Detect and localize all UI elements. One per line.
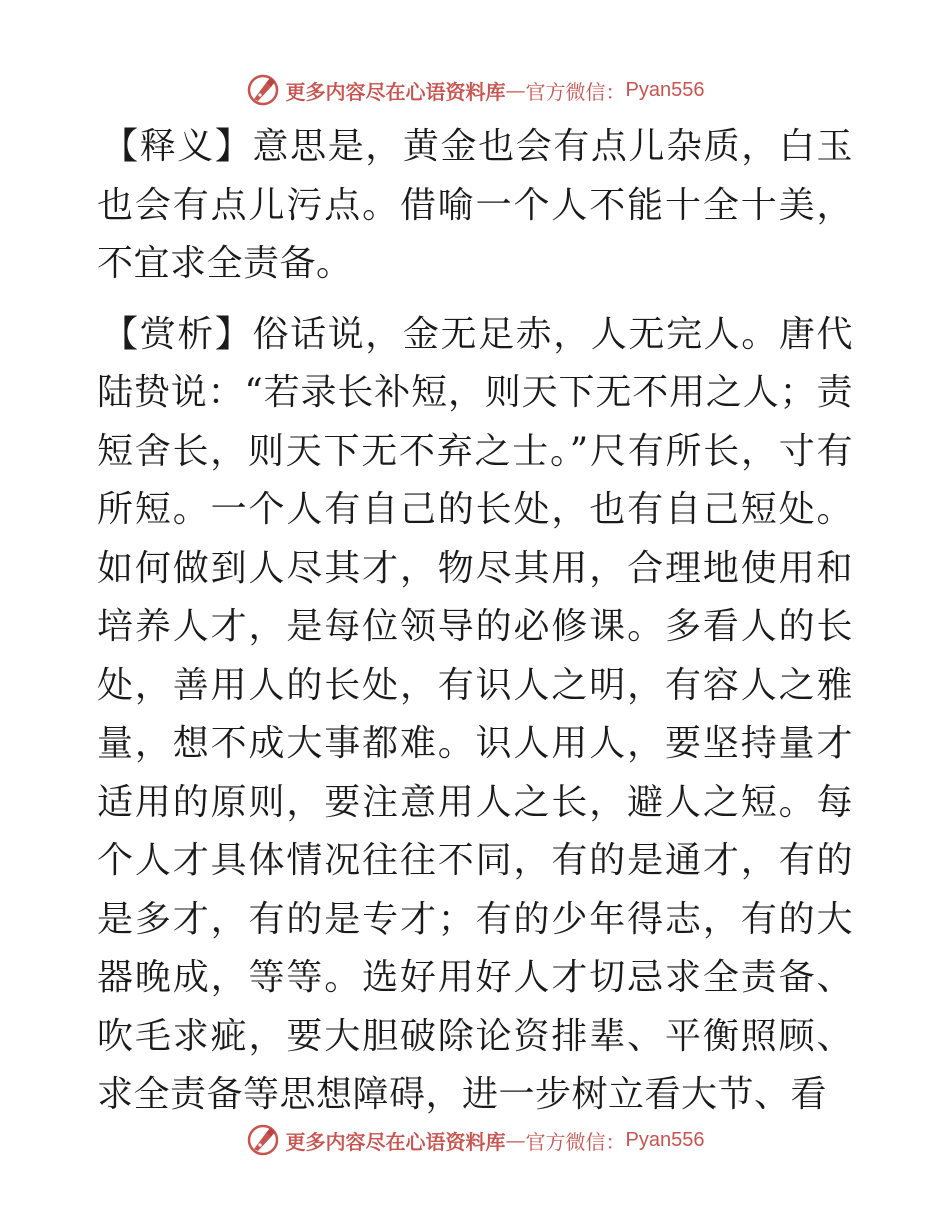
paragraph-appreciation (97, 306, 853, 1125)
pen-nib-logo-icon (246, 1123, 280, 1157)
banner-dash: — (505, 1128, 526, 1152)
banner-wechat-label: 官方微信： (525, 79, 626, 104)
banner-wechat-id: Pyan556 (625, 1128, 705, 1151)
banner-brand-text: 更多内容尽在心语资料库 (285, 79, 506, 104)
document-body (97, 118, 853, 1125)
paragraph-tag: 【释义】 (101, 126, 253, 167)
paragraph-explanation (97, 118, 853, 294)
footer-banner (0, 1120, 950, 1160)
banner-dash: — (505, 78, 526, 102)
header-banner (0, 70, 950, 110)
paragraph-tag: 【赏析】 (101, 313, 253, 355)
banner-wechat-id: Pyan556 (625, 78, 705, 101)
paragraph-text: 意思是，黄金也会有点儿杂质，白玉也会有点儿污点。借喻一个人不能十全十美，不宜求全责备。 (97, 126, 853, 284)
banner-wechat-label: 官方微信： (525, 1129, 626, 1154)
banner-brand-text: 更多内容尽在心语资料库 (285, 1129, 506, 1154)
paragraph-text: 俗话说，金无足赤，人无完人。唐代陆贽说：“若录长补短，则天下无不用之人；责短舍长，则天下无不弃之士。”尺有所长，寸有所短。一个人有自己的长处，也有自己短处。如何做到人尽其才，物尽其用，合理地使用和培养人才，是每位领导的必修课。多看人的长处，善用人的长处，有识人之明，有容人之雅量，想不成大事都难。识人用人，要坚持量才适用的原则，要注意用人之长，避人之短。每个人才具体情况往往不同，有的是通才，有的是多才，有的是专才；有的少年得志，有的大器晚成，等等。选好用好人才切忌求全责备、吹毛求疵，要大胆破除论资排辈、平衡照顾、求全责备等思想障碍，进一步树立看大节、看 (97, 313, 853, 1115)
pen-nib-logo-icon (246, 73, 280, 107)
